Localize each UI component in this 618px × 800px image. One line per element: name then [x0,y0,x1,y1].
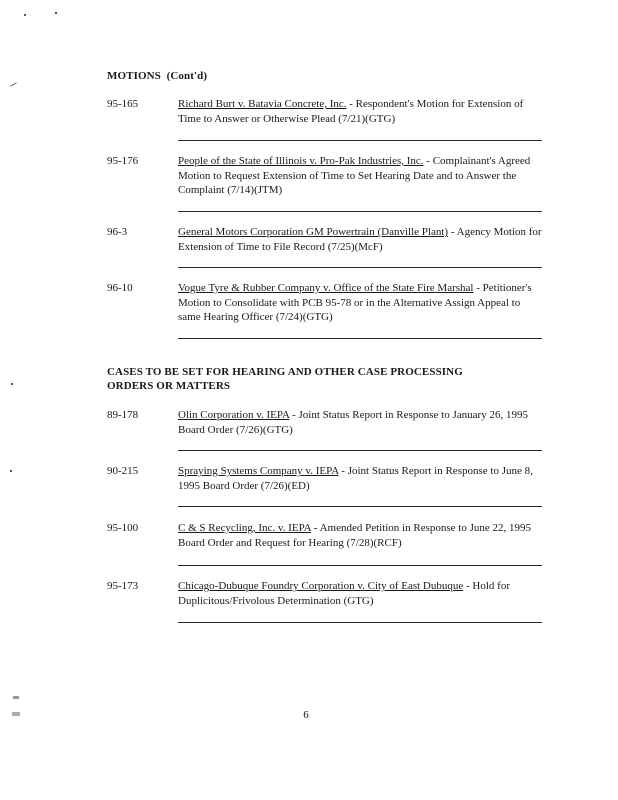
entry-description: - Respondent's Motion for Extension of Time to Answer or Otherwise Plead (7/21)(GTG) [178,98,524,125]
motions-heading-label: MOTIONS [107,70,161,82]
entry-text [178,225,543,254]
entry-description: - Amended Petition in Response to June 22, 1995 Board Order and Request for Hearing (7/28)(RCF) [178,522,531,549]
entry-description: - Petitioner's Motion to Consolidate with PCB 95-78 or in the Alternative Assign Appeal to same Hearing Officer (7/24)(GTG) [178,282,532,323]
page-number: 6 [303,709,309,721]
signature-line [178,450,542,451]
entry-text [178,464,543,493]
entry-description: - Agency Motion for Extension of Time to File Record (7/25)(McF) [178,226,542,253]
signature-line [178,211,542,212]
docket-number: 95-176 [107,155,139,167]
entry-text [178,521,543,550]
case-title: Olin Corporation v. IEPA [178,409,290,421]
entry-description: - Joint Status Report in Response to January 26, 1995 Board Order (7/26)(GTG) [178,409,528,436]
scan-speck [10,470,12,472]
case-title: Chicago-Dubuque Foundry Corporation v. City of East Dubuque [178,580,464,592]
scan-speck [24,14,26,16]
signature-line [178,338,542,339]
docket-number: 95-165 [107,98,139,110]
docket-number: 96-10 [107,282,133,294]
signature-line [178,267,542,268]
entry-description: - Complainant's Agreed Motion to Request Extension of Time to Set Hearing Date and to Answer the Complaint (7/14)(JTM) [178,155,531,196]
entry-text [178,579,543,608]
signature-line [178,140,542,141]
case-title: People of the State of Illinois v. Pro-Pak Industries, Inc. [178,155,424,167]
docket-number: 96-3 [107,226,128,238]
motions-heading [107,69,207,83]
entry-text [178,281,543,325]
entry-description: - Hold for Duplicitous/Frivolous Determination (GTG) [178,580,510,607]
entry-text [178,154,543,198]
scan-speck [10,82,17,86]
docket-number: 90-215 [107,465,139,477]
cases-heading [107,365,463,393]
case-title: Vogue Tyre & Rubber Company v. Office of the State Fire Marshal [178,282,474,294]
signature-line [178,565,542,566]
case-title: Richard Burt v. Batavia Concrete, Inc. [178,98,347,110]
cases-heading-line2: ORDERS OR MATTERS [107,380,231,392]
motions-heading-suffix: (Cont'd) [166,70,208,82]
docket-number: 95-100 [107,522,139,534]
entry-description: - Joint Status Report in Response to June 8, 1995 Board Order (7/26)(ED) [178,465,533,492]
case-title: General Motors Corporation GM Powertrain (Danville Plant) [178,226,449,238]
entry-text [178,97,543,126]
scan-speck [55,12,57,14]
case-title: Spraying Systems Company v. IEPA [178,465,339,477]
scan-speck [13,696,19,699]
docket-number: 95-173 [107,580,139,592]
signature-line [178,622,542,623]
entry-text [178,408,543,437]
cases-heading-line1: CASES TO BE SET FOR HEARING AND OTHER CASE PROCESSING [107,366,463,378]
case-title: C & S Recycling, Inc. v. IEPA [178,522,312,534]
signature-line [178,506,542,507]
docket-number: 89-178 [107,409,139,421]
scan-speck [12,712,20,716]
scan-speck [11,383,13,385]
